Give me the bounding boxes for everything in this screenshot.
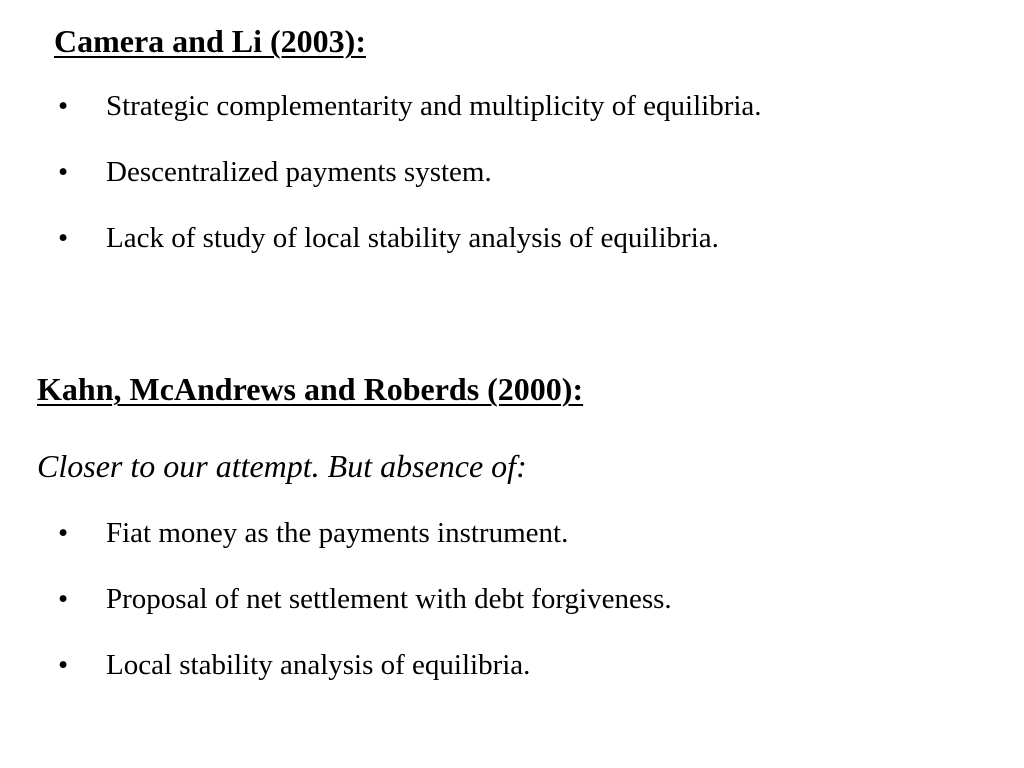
bullet-icon: • xyxy=(58,156,69,188)
bullet-text: Fiat money as the payments instrument. xyxy=(106,517,569,549)
bullet-icon: • xyxy=(58,222,69,254)
bullet-icon: • xyxy=(58,90,69,122)
bullet-text: Strategic complementarity and multiplicity of equilibria. xyxy=(106,90,762,122)
section-heading-kahn-mcandrews-roberds: Kahn, McAndrews and Roberds (2000): xyxy=(37,371,584,407)
section-heading-camera-li: Camera and Li (2003): xyxy=(54,23,366,59)
bullet-text: Local stability analysis of equilibria. xyxy=(106,649,531,681)
bullet-icon: • xyxy=(58,649,69,681)
bullet-icon: • xyxy=(58,517,69,549)
bullet-text: Proposal of net settlement with debt forgiveness. xyxy=(106,583,672,615)
bullet-text: Lack of study of local stability analysis of equilibria. xyxy=(106,222,719,254)
section-intro: Closer to our attempt. But absence of: xyxy=(37,448,527,484)
bullet-icon: • xyxy=(58,583,69,615)
bullet-text: Descentralized payments system. xyxy=(106,156,492,188)
